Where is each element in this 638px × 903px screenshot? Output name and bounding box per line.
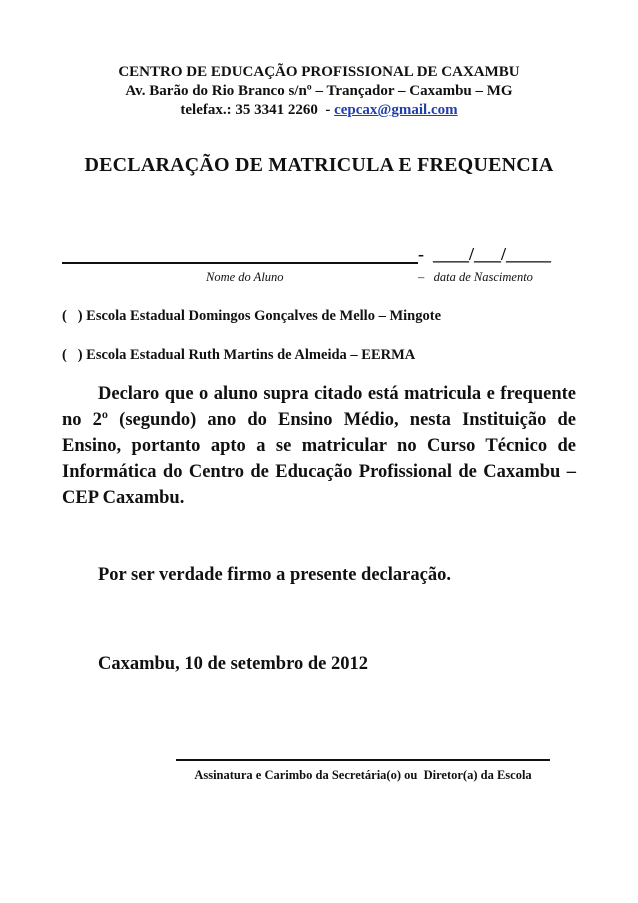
closing-statement: Por ser verdade firmo a presente declaração. [98,565,451,585]
institution-address: Av. Barão do Rio Branco s/nº – Trançador – Caxambu – MG [125,83,513,99]
signature-label: Assinatura e Carimbo da Secretária(o) ou Diretor(a) da Escola [194,768,532,782]
school-option-mingote[interactable]: ( ) Escola Estadual Domingos Gonçalves de Mello – Mingote [62,308,442,324]
institution-contact [0,100,638,120]
place-and-date: Caxambu, 10 de setembro de 2012 [98,654,368,674]
institution-name: CENTRO DE EDUCAÇÃO PROFISSIONAL DE CAXAMBU [118,64,520,80]
student-name-label: Nome do Aluno [206,270,284,284]
declaration-paragraph: Declaro que o aluno supra citado está matricula e frequente no 2º (segundo) ano do Ensino Médio, nesta Instituição de Ensino, portanto apto a se matricular no Curso Técnico de Informática do Centro de Educação Profissional de Caxambu – CEP Caxambu. [62,384,576,508]
student-name-line [62,262,418,264]
birth-date-field: - ____/___/_____ [418,244,551,264]
signature-line [176,759,550,761]
school-option-eerma[interactable]: ( ) Escola Estadual Ruth Martins de Almeida – EERMA [62,347,416,363]
email-link[interactable]: cepcax@gmail.com [334,102,458,118]
birth-date-label: – data de Nascimento [418,270,533,284]
phone-text: telefax.: 35 3341 2260 - [180,102,335,118]
document-title: DECLARAÇÃO DE MATRICULA E FREQUENCIA [84,154,554,176]
